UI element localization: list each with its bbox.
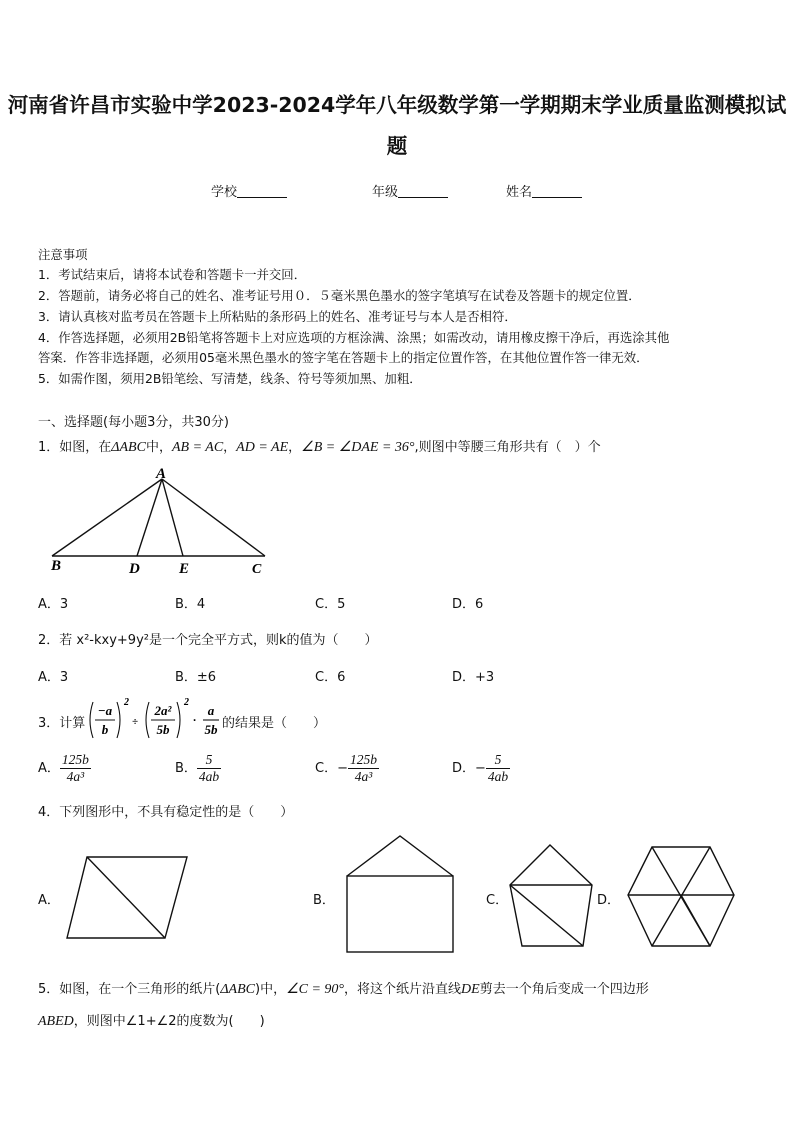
q3-option-d-sign: −	[475, 761, 486, 776]
q3-f2-num: 2a²	[154, 703, 172, 718]
school-label: 学校	[211, 185, 238, 200]
name-field	[506, 181, 582, 200]
q3-expression	[86, 696, 226, 746]
q1-label-e: E	[179, 561, 190, 577]
q1-label-c: C	[252, 562, 262, 577]
q3-div: ÷	[132, 716, 139, 728]
q3-option-c-fraction	[348, 752, 379, 785]
q1-sep1: ，	[223, 440, 237, 455]
q2-option-a: A．3	[38, 670, 69, 685]
note-item: 2．答题前，请务必将自己的姓名、准考证号用０．５毫米黑色墨水的签字笔填写在试卷及答题卡的规定位置．	[38, 288, 641, 303]
q3-option-c-sign: −	[337, 761, 348, 776]
q3-option-a-fraction	[60, 752, 91, 785]
q1-eq1: AB = AC	[171, 440, 224, 455]
q2-option-d: D．+3	[452, 670, 495, 685]
q4-figure-parallelogram	[62, 852, 192, 944]
q1-label-d: D	[129, 561, 140, 577]
paper-title-line1: 河南省许昌市实验中学2023-2024学年八年级数学第一学期期末学业质量监测模拟试	[7, 93, 787, 117]
q3-prefix: 3．计算	[38, 716, 86, 731]
notes-heading: 注意事项	[38, 247, 88, 262]
q3-f3-den: 5b	[204, 722, 218, 737]
q1-eq3: ∠B = ∠DAE = 36°	[301, 440, 415, 455]
q3-option-d-fraction	[486, 752, 510, 785]
q3-option-b-fraction	[197, 752, 221, 785]
name-label: 姓名	[506, 185, 533, 200]
q2-option-b: B．±6	[175, 670, 217, 685]
q3-option-c-num: 125b	[349, 752, 377, 767]
q5-angle: ∠C = 90°	[286, 982, 345, 997]
q4-label-a: A．	[38, 893, 60, 908]
grade-field	[372, 181, 448, 200]
q3-option-a-num: 125b	[61, 752, 89, 767]
q3-option-b-num: 5	[197, 752, 221, 769]
q3-exp1: 2	[124, 697, 129, 708]
q4-figure-pentagon	[506, 842, 598, 950]
q3-option-a-label: A．	[38, 761, 60, 776]
section-heading: 一、选择题(每小题3分，共30分)	[38, 415, 229, 430]
name-blank	[532, 185, 582, 198]
question-1	[38, 436, 601, 456]
q1-prefix: 1．如图，在	[38, 440, 112, 455]
q5-quadrilateral: ABED	[38, 1014, 74, 1029]
q3-option-a-den: 4a³	[66, 769, 85, 784]
question-5-line2	[38, 1010, 265, 1030]
note-item: 5．如需作图，须用2B铅笔绘、写清楚，线条、符号等须加黑、加粗．	[38, 371, 422, 386]
q3-f1-den: b	[101, 722, 109, 737]
q1-label-a: A	[156, 466, 167, 482]
q3-option-d-label: D．	[452, 761, 476, 776]
question-5-line1	[38, 978, 649, 998]
q4-figure-house	[342, 832, 458, 956]
q2-option-c: C．6	[315, 670, 346, 685]
q1-option-c: C．5	[315, 597, 346, 612]
q5-line2-rest: ，则图中∠1+∠2的度数为( )	[73, 1014, 265, 1029]
q4-figure-hexagon	[622, 842, 738, 952]
q4-label-c: C．	[486, 893, 509, 908]
q5-prefix: 5．如图，在一个三角形的纸片(	[38, 982, 221, 997]
school-blank	[237, 185, 287, 198]
q3-f1-num: −a	[97, 703, 113, 718]
q3-option-a	[38, 752, 91, 785]
grade-blank	[398, 185, 448, 198]
q3-exp2: 2	[184, 697, 189, 708]
q1-label-b: B	[51, 558, 62, 574]
q1-option-a: A．3	[38, 597, 69, 612]
q3-option-c	[315, 752, 379, 785]
q3-dot: ·	[193, 713, 196, 727]
q3-f3-num: a	[207, 703, 215, 718]
q3-option-b	[175, 752, 221, 785]
q3-f2-den: 5b	[156, 722, 170, 737]
q1-option-d: D．6	[452, 597, 484, 612]
note-item: 4．作答选择题，必须用2B铅笔将答题卡上对应选项的方框涂满、涂黑；如需改动，请用橡皮擦干净后，再选涂其他	[38, 330, 670, 345]
q3-option-c-label: C．	[315, 761, 338, 776]
q1-suffix: ,则图中等腰三角形共有（ ）个	[414, 440, 601, 455]
q3-suffix: 的结果是（ ）	[222, 716, 327, 731]
question-4: 4．下列图形中，不具有稳定性的是（ ）	[38, 805, 294, 820]
school-field	[211, 181, 287, 200]
q1-eq2: AD = AE	[236, 440, 289, 455]
q3-option-b-den: 4ab	[198, 769, 220, 784]
grade-label: 年级	[372, 185, 399, 200]
question-2: 2．若 x²-kxy+9y²是一个完全平方式，则k的值为（ ）	[38, 633, 378, 648]
q5-line: DE	[461, 982, 480, 997]
note-item: 3．请认真核对监考员在答题卡上所粘贴的条形码上的姓名、准考证号与本人是否相符．	[38, 309, 517, 324]
q4-label-d: D．	[597, 893, 621, 908]
q3-option-b-label: B．	[175, 761, 197, 776]
q1-triangle-figure	[40, 466, 280, 581]
q3-option-d	[452, 752, 510, 785]
q3-option-d-den: 4ab	[487, 769, 509, 784]
q5-mid2: ，将这个纸片沿直线	[344, 982, 462, 997]
q3-option-c-den: 4a³	[354, 769, 373, 784]
q5-suffix: 剪去一个角后变成一个四边形	[479, 982, 649, 997]
q4-label-b: B．	[313, 893, 335, 908]
q3-option-d-num: 5	[486, 752, 510, 769]
q5-mid: )中，	[255, 982, 287, 997]
note-item: 答案．作答非选择题，必须用05毫米黑色墨水的签字笔在答题卡上的指定位置作答，在其他位置作答一律无效．	[38, 350, 649, 365]
q1-sep2: ，	[288, 440, 302, 455]
q5-triangle: ΔABC	[220, 982, 256, 997]
note-item: 1．考试结束后，请将本试卷和答题卡一并交回．	[38, 267, 307, 282]
paper-title-line2: 题	[386, 134, 408, 158]
q1-triangle: ΔABC	[111, 440, 146, 455]
q1-option-b: B．4	[175, 597, 206, 612]
q1-mid: 中，	[145, 440, 172, 455]
